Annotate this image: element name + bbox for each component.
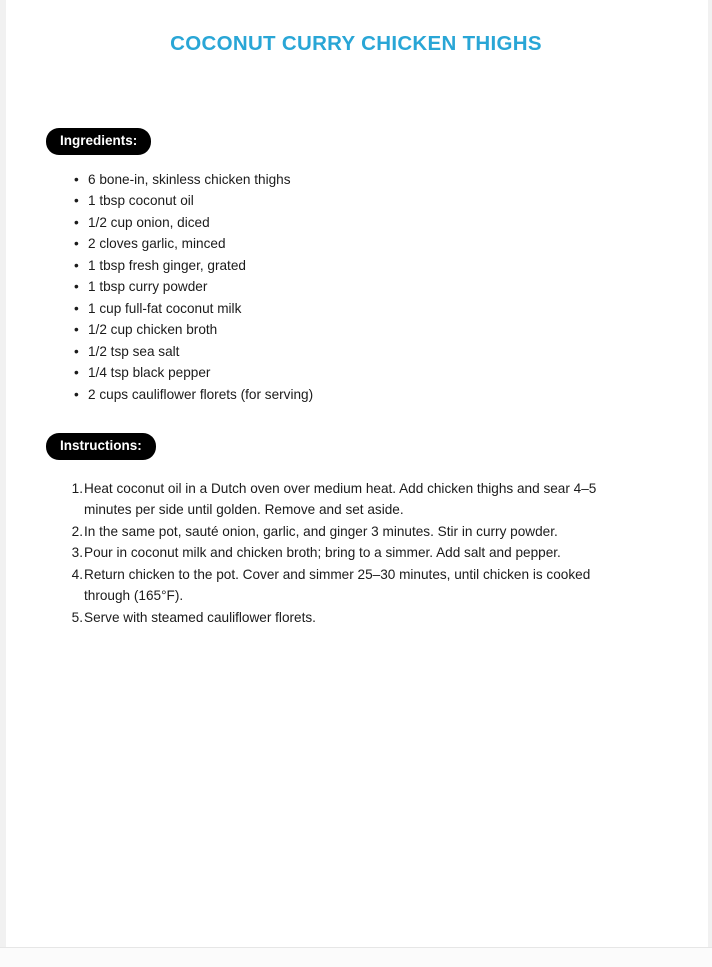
list-item: • 2 cloves garlic, minced	[88, 233, 712, 255]
ingredients-list	[0, 169, 712, 406]
instructions-list	[0, 478, 712, 629]
list-item: Heat coconut oil in a Dutch oven over medium heat. Add chicken thighs and sear 4–5 minutes per side until golden. Remove and set aside.	[84, 480, 597, 517]
page-bottom-strip	[0, 947, 712, 967]
list-item: • 1 cup full-fat coconut milk	[88, 298, 712, 320]
list-item: Serve with steamed cauliflower florets.	[84, 609, 316, 625]
instructions-heading-badge: Instructions:	[46, 433, 156, 460]
list-item: • 1/2 tsp sea salt	[88, 341, 712, 363]
instructions-section-header	[46, 433, 712, 460]
ingredients-heading-badge: Ingredients:	[46, 128, 151, 155]
list-item: Return chicken to the pot. Cover and simmer 25–30 minutes, until chicken is cooked through (165°F).	[84, 566, 591, 603]
list-item: • 1 tbsp curry powder	[88, 276, 712, 298]
page-left-edge	[0, 0, 6, 947]
ingredients-section-header	[46, 128, 712, 155]
list-item: Pour in coconut milk and chicken broth; bring to a simmer. Add salt and pepper.	[84, 545, 561, 560]
list-item: • 1 tbsp fresh ginger, grated	[88, 255, 712, 277]
list-item: • 2 cups cauliflower florets (for serving)	[88, 384, 712, 406]
list-item: • 1/2 cup onion, diced	[88, 212, 712, 234]
list-item: • 1/2 cup chicken broth	[88, 319, 712, 341]
list-item: In the same pot, sauté onion, garlic, and ginger 3 minutes. Stir in curry powder.	[84, 523, 558, 539]
list-item: • 1/4 tsp black pepper	[88, 362, 712, 384]
page-right-edge	[708, 0, 712, 947]
list-item: • 6 bone-in, skinless chicken thighs	[88, 169, 712, 191]
list-item: • 1 tbsp coconut oil	[88, 190, 712, 212]
page-title: COCONUT CURRY CHICKEN THIGHS	[170, 32, 542, 55]
